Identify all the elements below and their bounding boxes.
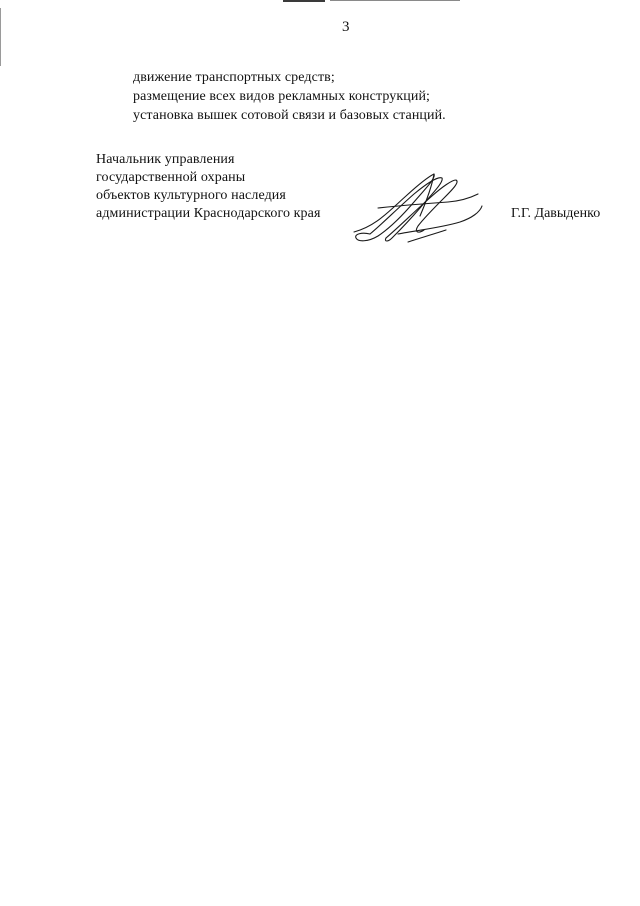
list-item: установка вышек сотовой связи и базовых станций. (133, 108, 446, 123)
page-number: 3 (342, 19, 350, 35)
restrictions-list (133, 68, 446, 125)
list-item: размещение всех видов рекламных конструкций; (133, 89, 431, 104)
handwritten-signature (348, 168, 488, 246)
position-line: администрации Краснодарского края (96, 206, 321, 221)
list-item: движение транспортных средств; (133, 70, 335, 85)
scan-artifact (283, 0, 325, 2)
signatory-name: Г.Г. Давыденко (511, 206, 601, 221)
scan-artifact (330, 0, 460, 1)
signatory-position (96, 151, 321, 223)
position-line: объектов культурного наследия (96, 188, 286, 203)
scan-artifact (0, 8, 1, 66)
position-line: Начальник управления (96, 152, 235, 167)
position-line: государственной охраны (96, 170, 246, 185)
